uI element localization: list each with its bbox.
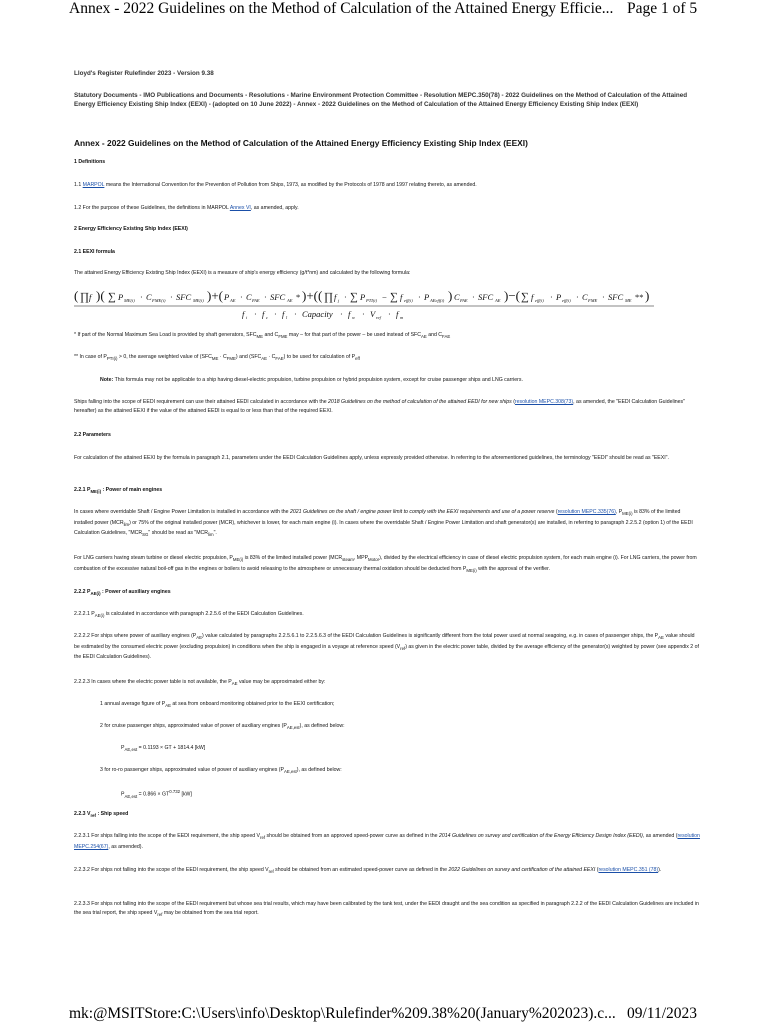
svg-text:·: · xyxy=(254,309,257,319)
footnote-star: * If part of the Normal Maximum Sea Load is provided by shaft generators, $SFC_{ME}$ and $C_{FME}$ may – for that part of the power – be used instead of $SFC_{AE}$ and $C_{FAE}$ xyxy=(74,332,451,340)
svg-text:f: f xyxy=(531,292,534,302)
equation-roro: $P_{AE,est} = 0.866 \times GT^{0.732}$ [kW] xyxy=(121,789,192,799)
mepc-351-link[interactable]: resolution MEPC.351 (78) xyxy=(598,867,659,873)
print-header-title: Annex - 2022 Guidelines on the Method of Calculation of the Attained Energy Efficie... xyxy=(69,0,614,17)
paragraph-2-2-2-1: 2.2.2.1 $P_{AE(i)}$ is calculated in accordance with paragraph 2.2.5.6 of the EEDI Calculation Guidelines. xyxy=(74,611,304,619)
svg-text:FAE: FAE xyxy=(460,298,468,303)
svg-text:f: f xyxy=(242,309,245,319)
svg-text:∏: ∏ xyxy=(324,291,334,303)
svg-text:·: · xyxy=(344,292,347,302)
svg-text:·: · xyxy=(340,309,343,319)
svg-text:(: ( xyxy=(74,288,79,303)
svg-text:AEeff(i): AEeff(i) xyxy=(430,298,445,303)
svg-text:)+(: )+( xyxy=(207,288,223,303)
svg-text:SFC: SFC xyxy=(270,292,286,302)
svg-text:ME: ME xyxy=(625,298,632,303)
paragraph-1-2: 1.2 For the purpose of these Guidelines, the definitions in MARPOL Annex VI, as amended, apply. xyxy=(74,205,299,211)
svg-text:C: C xyxy=(454,292,460,302)
formula-note: Note: This formula may not be applicable to a ship having diesel-electric propulsion, turbine propulsion or hybrid propulsion system, except for cruise passenger ships and LNG carriers. xyxy=(100,377,523,383)
svg-text:AE: AE xyxy=(287,298,293,303)
mepc-335-link[interactable]: resolution MEPC.335(76) xyxy=(557,509,616,515)
page-title: Annex - 2022 Guidelines on the Method of Calculation of the Attained Energy Efficiency Existing Ship Index (EEXI) xyxy=(74,138,528,148)
paragraph-2-2-1: In cases where overridable Shaft / Engine Power Limitation is installed in accordance with the 2021 Guidelines on the shaft / engine power limit to comply with the EEXI requirements and use of a power reserve (resolution MEPC.335(76), $P_{ME(i)}$ is 83% of the limited installed power $(MCR_{lim})$ or 75% of the original installed power (MCR), whichever is lower, for each main engine (i). In cases where the overridable Shaft / Engine Power Limitation and shaft generator(s) are installed, in referring to paragraph 2.2.5.2 (option 1) of the EEDI Calculation Guidelines, "$MCR_{SG}$" should be read as "$MCR_{lim}$". xyxy=(74,509,693,538)
svg-text:eff(i): eff(i) xyxy=(535,298,544,303)
svg-text:C: C xyxy=(246,292,252,302)
svg-text:P: P xyxy=(556,292,562,302)
svg-text:c: c xyxy=(266,315,268,320)
paragraph-2-2: For calculation of the attained EEXI by the formula in paragraph 2.1, parameters under the EEDI Calculation Guidelines apply, unless expressly provided otherwise. In referring to the aforementioned guidelines, the terminology "EEDI" should be read as "EEXI". xyxy=(74,455,669,461)
svg-text:∑: ∑ xyxy=(521,291,529,303)
svg-text:·: · xyxy=(550,292,553,302)
svg-text:j: j xyxy=(338,298,340,303)
svg-text:·: · xyxy=(264,292,267,302)
svg-text:f: f xyxy=(282,309,285,319)
svg-text:f: f xyxy=(400,292,403,302)
annex-vi-link[interactable]: Annex VI xyxy=(229,205,251,211)
svg-text:**: ** xyxy=(635,292,644,302)
svg-text:·: · xyxy=(140,292,143,302)
section-heading-2: 2 Energy Efficiency Existing Ship Index (EEXI) xyxy=(74,226,188,232)
svg-text:)+((: )+(( xyxy=(302,288,323,303)
svg-text:FAE: FAE xyxy=(252,298,260,303)
svg-text:eff(i): eff(i) xyxy=(562,298,571,303)
svg-text:f: f xyxy=(348,309,351,319)
paragraph-eedi-ships: Ships falling into the scope of EEDI requirement can use their attained EEDI calculated in accordance with the 2018 Guidelines on the method of calculation of the attained EEDI for new ships (resolution MEPC.308(73), as amended, the "EEDI Calculation Guidelines" hereafter) as the attained EEXI if the value of the attained EEDI is equal to or less than that of the required EEXI. xyxy=(74,399,685,414)
svg-text:PTI(i): PTI(i) xyxy=(366,298,377,303)
svg-text:Capacity: Capacity xyxy=(302,309,333,319)
svg-text:l: l xyxy=(286,315,288,320)
svg-text:·: · xyxy=(576,292,579,302)
svg-text:ME(i): ME(i) xyxy=(193,298,204,303)
eexi-formula xyxy=(74,288,700,322)
paragraph-1-1: 1.1 MARPOL means the International Convention for the Prevention of Pollution from Ships, 1973, as modified by the Protocols of 1978 and 1997 relating thereto, as amended. xyxy=(74,182,477,188)
paragraph-2-2-3-3: 2.2.3.3 For ships not falling into the scope of the EEDI requirement but whose sea trial results, which may have been calibrated by the tank test, under the EEDI draught and the sea condition as specified in paragraph 2.2.2 of the EEDI Calculation Guidelines are included in the sea trial report, the ship speed $V_{ref}$ may be obtained from the sea trial report. xyxy=(74,901,699,917)
svg-text:·: · xyxy=(362,309,365,319)
section-heading-2-2-2: 2.2.2 $P_{AE(i)}$ : Power of auxiliary engines xyxy=(74,589,171,597)
svg-text:∑: ∑ xyxy=(108,291,116,303)
list-item-2: 2 for cruise passenger ships, approximated value of power of auxiliary engines $(P_{AE,est})$, as defined below: xyxy=(100,723,345,731)
svg-text:P: P xyxy=(424,292,430,302)
list-item-1: 1 annual average figure of $P_{AE}$ at sea from onboard monitoring obtained prior to the EEXI certification; xyxy=(100,701,335,709)
svg-text:·: · xyxy=(274,309,277,319)
svg-text:·: · xyxy=(240,292,243,302)
svg-text:AE: AE xyxy=(495,298,501,303)
svg-text:·: · xyxy=(294,309,297,319)
svg-text:f: f xyxy=(262,309,265,319)
breadcrumb: Statutory Documents - IMO Publications and Documents - Resolutions - Marine Environment Protection Committee - Resolution MEPC.350(78) - 2022 Guidelines on the Method of Calculation of the Attained Energy Efficiency Existing Ship Index (EEXI) - (adopted on 10 June 2022) - Annex - 2022 Guidelines on the Method of Calculation of the Attained Energy Efficiency Existing Ship Index (EEXI) xyxy=(74,92,688,109)
svg-text:∑: ∑ xyxy=(350,291,358,303)
eexi-formula-graphic xyxy=(74,288,700,322)
svg-text:ref: ref xyxy=(376,315,381,320)
svg-text:P: P xyxy=(224,292,230,302)
page-number: Page 1 of 5 xyxy=(627,0,698,17)
svg-text:·: · xyxy=(602,292,605,302)
version-line: Lloyd's Register Rulefinder 2023 - Version 9.38 xyxy=(74,70,214,77)
equation-cruise: $P_{AE,est} = 0.1193$ × GT + 1814.4 [kW] xyxy=(121,745,206,753)
svg-text:∑: ∑ xyxy=(390,291,398,303)
paragraph-2-2-3-2: 2.2.3.2 For ships not falling into the scope of the EEDI requirement, the ship speed $V_{ref}$ should be obtained from an estimated speed-power curve as defined in the 2022 Guidelines on survey and certification of the attained EEXI (resolution MEPC.351 (78)). xyxy=(74,867,662,875)
section-heading-2-2: 2.2 Parameters xyxy=(74,432,111,438)
paragraph-2-2-2-2: 2.2.2.2 For ships where power of auxiliary engines $(P_{AE})$ value calculated by paragraphs 2.2.5.6.1 to 2.2.5.6.3 of the EEDI Calculation Guidelines is significantly different from the total power used at normal seagoing, e.g. in cases of passenger ships, the $P_{AE}$ value should be estimated by the consumed electric power (excluding propulsion) in conditions when the ship is engaged in a voyage at reference speed $(V_{ref})$ as given in the electric power table, divided by the average efficiency of the generator(s) weighted by power (see appendix 2 of the EEDI Calculation Guidelines). xyxy=(74,633,699,661)
svg-text:·: · xyxy=(170,292,173,302)
svg-text:·: · xyxy=(388,309,391,319)
svg-text:m: m xyxy=(400,315,404,320)
svg-text:w: w xyxy=(352,315,356,320)
paragraph-2-2-3-1: 2.2.3.1 For ships falling into the scope of the EEDI requirement, the ship speed $V_{ref}$ should be obtained from an approved speed-power curve as defined in the 2014 Guidelines on survey and certification of the Energy Efficiency Design Index (EEDI), as amended (resolution MEPC.254(67), as amended). xyxy=(74,833,700,850)
mepc-308-link[interactable]: resolution MEPC.308(73) xyxy=(514,399,574,405)
svg-text:C: C xyxy=(582,292,588,302)
svg-text:eff(i): eff(i) xyxy=(404,298,413,303)
section-heading-2-1: 2.1 EEXI formula xyxy=(74,249,115,255)
svg-text:·: · xyxy=(418,292,421,302)
svg-text:SFC: SFC xyxy=(478,292,494,302)
svg-text:P: P xyxy=(360,292,366,302)
print-date: 09/11/2023 xyxy=(627,1005,698,1022)
footnote-double-star: ** In case of $P_{PTI(i)} > 0$, the average weighted value of $(SFC_{ME} \cdot C_{FME})$ and $(SFC_{AE} \cdot C_{FAE})$ to be used for calculation of $P_{eff}$ xyxy=(74,354,360,362)
svg-text:SFC: SFC xyxy=(176,292,192,302)
section-heading-2-2-3: 2.2.3 $V_{ref}$ : Ship speed xyxy=(74,811,129,819)
svg-text:·: · xyxy=(472,292,475,302)
print-header xyxy=(0,0,768,22)
source-url: mk:@MSITStore:C:\Users\info\Desktop\Rulefinder%209.38%20(January%202023).c... xyxy=(69,1005,616,1022)
list-item-3: 3 for ro-ro passenger ships, approximated value of power of auxiliary engines $(P_{AE,est})$, as defined below: xyxy=(100,767,342,775)
mepc-254-link[interactable]: resolution MEPC.254(67) xyxy=(74,833,700,850)
paragraph-lng-carriers: For LNG carriers having steam turbine or diesel electric propulsion, $P_{ME(i)}$ is 83% of the limited installed power ($MCR_{steam}$, $MPP_{Motor}$), divided by the electrical efficiency in case of diesel electric propulsion system, for each main engine (i). For LNG carriers, the power from combustion of the excessive natural boil-off gas in the engines or boilers to avoid releasing to the atmosphere or unnecessary thermal oxidation should be deducted from $P_{ME(i)}$ with the approval of the verifier. xyxy=(74,555,697,573)
svg-text:): ) xyxy=(645,288,650,303)
svg-text:FME: FME xyxy=(588,298,598,303)
svg-text:AE: AE xyxy=(230,298,236,303)
svg-text:−: − xyxy=(382,292,387,302)
svg-text:FME(i): FME(i) xyxy=(152,298,166,303)
print-footer xyxy=(0,1005,768,1024)
marpol-link[interactable]: MARPOL xyxy=(82,182,105,188)
svg-text:∏: ∏ xyxy=(80,291,90,303)
svg-text:)(: )( xyxy=(96,288,105,303)
svg-text:f: f xyxy=(396,309,399,319)
svg-text:ME(i): ME(i) xyxy=(124,298,135,303)
svg-text:i: i xyxy=(246,315,248,320)
svg-text:): ) xyxy=(448,288,453,303)
svg-text:*: * xyxy=(296,292,301,302)
paragraph-2-2-2-3: 2.2.2.3 In cases where the electric power table is not available, the $P_{AE}$ value may be approximated either by: xyxy=(74,679,326,687)
section-heading-2-2-1: 2.2.1 $P_{ME(i)}$ : Power of main engines xyxy=(74,487,163,495)
svg-text:P: P xyxy=(118,292,124,302)
svg-text:C: C xyxy=(146,292,152,302)
section-heading-1: 1 Definitions xyxy=(74,159,106,165)
svg-text:f: f xyxy=(334,292,337,302)
svg-text:)−(: )−( xyxy=(504,288,520,303)
svg-text:f: f xyxy=(89,292,92,302)
paragraph-2-1: The attained Energy Efficiency Existing Ship Index (EEXI) is a measure of ship's energy efficiency (g/t*nm) and calculated by the following formula: xyxy=(74,270,411,276)
svg-text:SFC: SFC xyxy=(608,292,624,302)
svg-text:V: V xyxy=(370,309,376,319)
